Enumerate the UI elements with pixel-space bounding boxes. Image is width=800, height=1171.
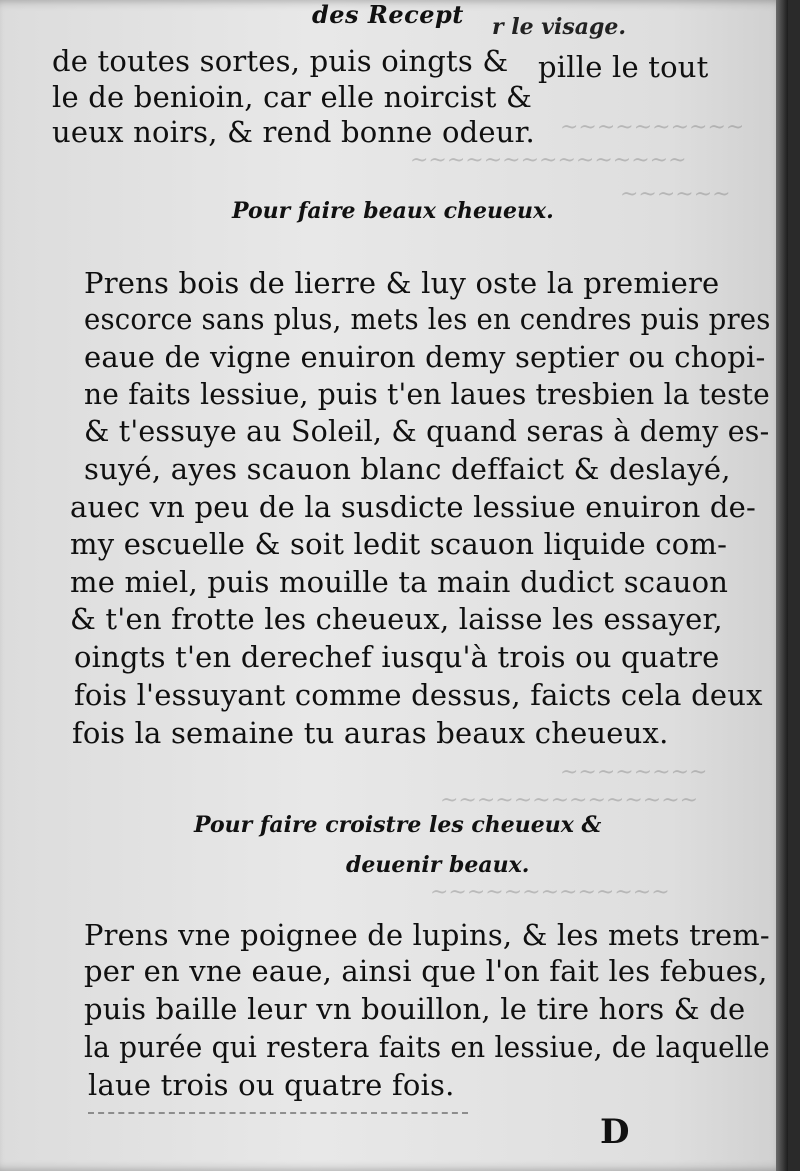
text-line: le de benioin, car elle noircist & [52, 80, 532, 114]
text-line: auec vn peu de la susdicte lessiue enuiron de- [70, 490, 757, 524]
running-head-continuation: r le visage. [492, 14, 627, 40]
running-head: des Recept [312, 0, 464, 29]
text-line: pille le tout [538, 50, 709, 84]
text-line: & t'essuye au Soleil, & quand seras à demy es- [84, 414, 770, 448]
text-line: & t'en frotte les cheueux, laisse les essayer, [70, 602, 723, 636]
text-line: puis baille leur vn bouillon, le tire hors & de [84, 992, 746, 1026]
text-line: laue trois ou quatre fois. [88, 1068, 455, 1102]
text-line: suyé, ayes scauon blanc deffaict & deslayé, [84, 452, 731, 486]
section-heading: Pour faire beaux cheueux. [232, 198, 554, 224]
text-line: fois la semaine tu auras beaux cheueux. [72, 716, 669, 750]
text-line: de toutes sortes, puis oingts & [52, 44, 509, 78]
text-line: per en vne eaue, ainsi que l'on fait les febues, [84, 954, 768, 988]
bleed-through-text: ~~~~~~~~~~~~~~ [440, 788, 699, 813]
book-spine [776, 0, 788, 1171]
text-line: escorce sans plus, mets les en cendres puis pres [84, 302, 771, 336]
bleed-through-text: ~~~~~~~~~~~~~ [430, 880, 670, 905]
text-line: fois l'essuyant comme dessus, faicts cela deux [74, 678, 763, 712]
text-line: la purée qui restera faits en lessiue, de laquelle [84, 1030, 770, 1064]
text-line: ueux noirs, & rend bonne odeur. [52, 115, 535, 149]
signature-mark: D [600, 1112, 630, 1152]
text-line: Prens bois de lierre & luy oste la premiere [84, 266, 720, 300]
section-heading: deuenir beaux. [346, 852, 530, 878]
text-line: me miel, puis mouille ta main dudict scauon [70, 565, 729, 599]
underline-rule [88, 1112, 468, 1114]
bleed-through-text: ~~~~~~~~~~~~~~~ [410, 148, 687, 173]
bleed-through-text: ~~~~~~~~ [560, 760, 708, 785]
text-line: my escuelle & soit ledit scauon liquide com- [70, 527, 728, 561]
text-line: eaue de vigne enuiron demy septier ou chopi- [84, 340, 766, 374]
text-line: ne faits lessiue, puis t'en laues tresbien la teste [84, 377, 770, 411]
text-line: oingts t'en derechef iusqu'à trois ou quatre [74, 640, 720, 674]
bleed-through-text: ~~~~~~ [620, 182, 731, 207]
section-heading: Pour faire croistre les cheueux & [194, 812, 602, 838]
text-line: Prens vne poignee de lupins, & les mets trem- [84, 918, 770, 952]
bleed-through-text: ~~~~~~~~~~ [560, 115, 745, 140]
